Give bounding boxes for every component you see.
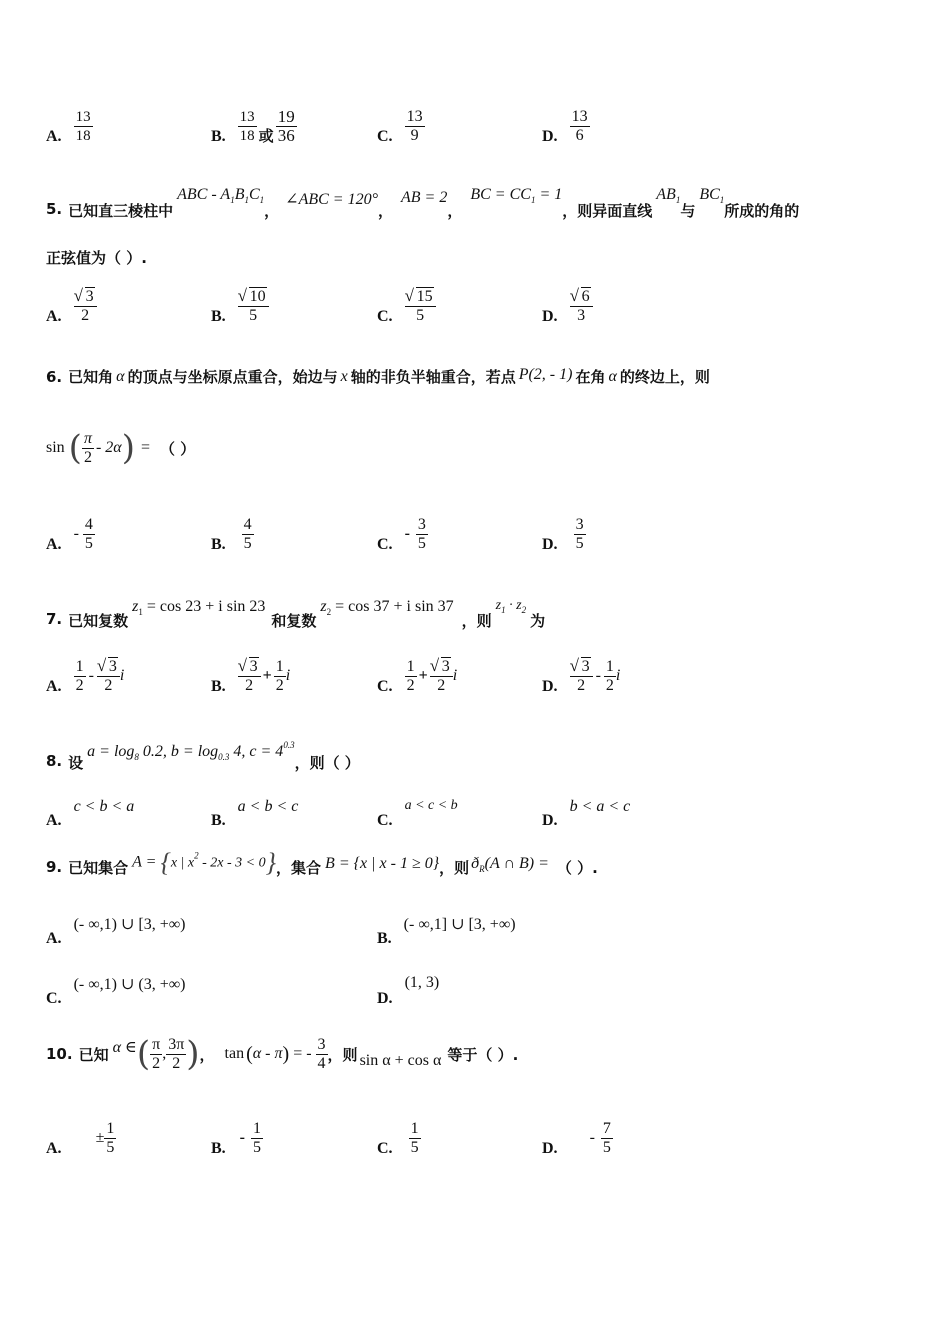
option-label: A. bbox=[46, 308, 62, 325]
fraction: $\frac{1}{5}$ bbox=[106, 1119, 115, 1156]
math-bc: BC = $CC_1 = 1$ bbox=[470, 186, 563, 205]
separator: ， bbox=[377, 202, 393, 220]
paren-right: ) bbox=[186, 1034, 200, 1074]
comma: , bbox=[162, 1045, 167, 1062]
fraction: $\frac{\pi}{2}$ bbox=[152, 1035, 161, 1072]
option-label: B. bbox=[211, 812, 226, 829]
fraction: √ $\frac{15}{5}$ bbox=[405, 288, 436, 325]
question-number: 8. bbox=[46, 752, 63, 770]
option-label: C. bbox=[46, 990, 62, 1007]
fraction: √ $\frac{3}{2}$ bbox=[570, 658, 593, 695]
fraction: $\frac{1}{2}$ bbox=[75, 657, 84, 694]
option-label: C. bbox=[377, 536, 393, 553]
question-10: 10. 已知 α ∈ ( $\frac{\pi}{2}$ , $\frac{3\pi}{2}$ ) ， tan ( α - π ) = - $\frac{3}{4}$ ，则 sin α + cos α 等于（ ）. bbox=[46, 1034, 519, 1074]
question-text: 等于（ ）. bbox=[447, 1045, 519, 1064]
fraction: $\frac{1}{5}$ bbox=[410, 1119, 419, 1156]
q5-option-c bbox=[377, 286, 436, 326]
option-label: B. bbox=[211, 1140, 226, 1157]
q10-option-a bbox=[46, 1118, 116, 1158]
question-text: 的终边上，则 bbox=[619, 368, 710, 386]
question-number: 5. bbox=[46, 200, 63, 218]
question-text: （ ）. bbox=[556, 858, 598, 877]
option-label: D. bbox=[542, 1140, 558, 1157]
operator: - bbox=[88, 667, 94, 684]
question-text: 已知复数 bbox=[68, 612, 129, 630]
math-product: $z_1 \cdot z_2$ bbox=[495, 598, 527, 615]
fraction: $\frac{1}{2}$ bbox=[406, 657, 415, 694]
imaginary-unit: i bbox=[452, 667, 458, 684]
fraction: √ $\frac{6}{3}$ bbox=[570, 288, 593, 325]
math-tan-arg: α - π bbox=[252, 1045, 283, 1062]
question-number: 10. bbox=[46, 1045, 73, 1063]
fraction: $\frac{13}{18}$ bbox=[239, 108, 255, 144]
paren-left: ( bbox=[68, 428, 82, 468]
math-eq: = bbox=[140, 439, 150, 456]
fraction: √ $\frac{3}{2}$ bbox=[74, 288, 97, 325]
imaginary-unit: i bbox=[285, 667, 291, 684]
option-label: C. bbox=[377, 1140, 393, 1157]
sign: - bbox=[73, 525, 79, 542]
math-tan: tan bbox=[224, 1045, 245, 1062]
option-label: C. bbox=[377, 128, 393, 145]
math-prism: ABC - $A_1B_1C_1$ bbox=[177, 186, 265, 205]
option-label: A. bbox=[46, 930, 62, 947]
question-5 bbox=[46, 186, 906, 268]
operator: + bbox=[262, 667, 272, 684]
sign: - bbox=[589, 1129, 595, 1146]
math-alpha-in: α ∈ bbox=[112, 1039, 137, 1056]
fraction: √ $\frac{10}{5}$ bbox=[238, 288, 269, 325]
math-ab1: $AB_1$ bbox=[656, 186, 681, 205]
fraction: $\frac{3}{5}$ bbox=[417, 515, 426, 552]
question-text: ，则 bbox=[461, 612, 492, 630]
fraction: $\frac{4}{5}$ bbox=[243, 515, 252, 552]
sign: - bbox=[404, 525, 410, 542]
fraction: $\frac{13}{9}$ bbox=[406, 107, 423, 144]
fraction: $\frac{3\pi}{2}$ bbox=[168, 1035, 185, 1072]
math-term: - 2α bbox=[95, 439, 122, 456]
q8-option-d bbox=[542, 798, 630, 830]
imaginary-unit: i bbox=[615, 667, 621, 684]
operator: - bbox=[595, 667, 601, 684]
question-text: 已知 bbox=[78, 1045, 109, 1064]
option-label: A. bbox=[46, 678, 62, 695]
fraction: $\frac{\pi}{2}$ bbox=[83, 429, 92, 466]
question-text: 和复数 bbox=[271, 612, 317, 630]
q4-option-c bbox=[377, 106, 425, 146]
or-text: 或 bbox=[258, 126, 274, 145]
q7-option-d bbox=[542, 656, 620, 696]
q9-option-c bbox=[46, 974, 185, 1008]
q8-option-b bbox=[211, 798, 298, 830]
fraction: √ $\frac{3}{2}$ bbox=[430, 658, 453, 695]
question-text: ，则 bbox=[439, 858, 470, 877]
fraction: $\frac{1}{2}$ bbox=[275, 657, 284, 694]
fraction: $\frac{4}{5}$ bbox=[84, 515, 93, 552]
option-label: D. bbox=[377, 990, 393, 1007]
math-sum: sin α + cos α bbox=[359, 1052, 442, 1069]
q5-option-d bbox=[542, 286, 593, 326]
option-expr: a < b < c bbox=[237, 798, 299, 815]
option-expr: (- ∞,1) ∪ (3, +∞) bbox=[73, 976, 186, 993]
fraction: √ $\frac{3}{2}$ bbox=[97, 658, 120, 695]
q9-option-d bbox=[377, 974, 439, 1008]
sign: - bbox=[239, 1129, 245, 1146]
separator: ， bbox=[264, 202, 280, 220]
question-text: 轴的非负半轴重合，若点 bbox=[350, 368, 516, 386]
fraction: $\frac{3}{5}$ bbox=[575, 515, 584, 552]
question-text: 已知集合 bbox=[68, 858, 129, 877]
math-alpha: α bbox=[116, 367, 125, 385]
math-complement: $ð_R(A$ ∩ B) = bbox=[471, 854, 549, 874]
question-text-line2: 正弦值为（ ）. bbox=[46, 249, 147, 267]
q4-option-b bbox=[211, 106, 297, 146]
option-label: B. bbox=[211, 536, 226, 553]
math-point: P(2, - 1) bbox=[518, 365, 573, 383]
option-label: D. bbox=[542, 678, 558, 695]
option-label: A. bbox=[46, 1140, 62, 1157]
imaginary-unit: i bbox=[119, 667, 125, 684]
question-text: ，则异面直线 bbox=[562, 202, 653, 220]
question-text: 为 bbox=[530, 612, 546, 630]
question-text: 已知角 bbox=[68, 368, 114, 386]
q4-option-a bbox=[46, 106, 93, 146]
option-label: C. bbox=[377, 678, 393, 695]
question-text: 在角 bbox=[575, 368, 606, 386]
q6-option-b bbox=[211, 514, 254, 554]
option-expr: b < a < c bbox=[569, 798, 631, 815]
q9-option-b bbox=[377, 914, 516, 948]
question-text: ，集合 bbox=[276, 858, 322, 877]
math-definitions: $a = \log_8 0.2$, $b = \log_{0.3} 4$, $c = 4^{0.3}$ bbox=[87, 740, 295, 762]
fraction: $\frac{19}{36}$ bbox=[277, 106, 295, 145]
option-expr: (- ∞,1] ∪ [3, +∞) bbox=[403, 916, 516, 933]
option-label: A. bbox=[46, 128, 62, 145]
question-text: 与 bbox=[680, 202, 696, 220]
paren-left: ( bbox=[136, 1034, 151, 1074]
operator: + bbox=[418, 667, 428, 684]
q7-option-b bbox=[211, 656, 290, 696]
question-number: 7. bbox=[46, 610, 63, 628]
fraction: $\frac{1}{2}$ bbox=[605, 657, 614, 694]
q6-option-a bbox=[46, 514, 95, 554]
question-text: 设 bbox=[68, 754, 84, 772]
math-x: x bbox=[340, 367, 348, 385]
math-alpha: α bbox=[608, 367, 617, 385]
q10-option-c bbox=[377, 1118, 421, 1158]
q10-option-b bbox=[211, 1118, 263, 1158]
math-eq: = - bbox=[293, 1045, 312, 1062]
option-expr: (1, 3) bbox=[404, 974, 440, 991]
question-9 bbox=[46, 848, 598, 878]
option-label: C. bbox=[377, 308, 393, 325]
question-text: ，则（ ） bbox=[294, 754, 360, 772]
math-angle: ∠ABC = 120° bbox=[285, 191, 378, 208]
q7-option-c bbox=[377, 656, 457, 696]
q5-option-a bbox=[46, 286, 97, 326]
option-label: B. bbox=[211, 308, 226, 325]
question-text: ，则 bbox=[327, 1045, 358, 1064]
q4-option-d bbox=[542, 106, 590, 146]
option-label: A. bbox=[46, 812, 62, 829]
math-z2: $z_2 = \cos 37 + i$ sin 37 bbox=[320, 598, 454, 617]
option-expr: a < c < b bbox=[404, 798, 458, 813]
option-label: A. bbox=[46, 536, 62, 553]
fraction: $\frac{7}{5}$ bbox=[602, 1119, 611, 1156]
q10-option-d bbox=[542, 1118, 613, 1158]
question-6 bbox=[46, 366, 710, 387]
question-text: 所成的角的 bbox=[724, 202, 800, 220]
separator: ， bbox=[199, 1045, 215, 1064]
option-label: D. bbox=[542, 536, 558, 553]
math-bc1: $BC_1$ bbox=[699, 186, 725, 205]
fraction: $\frac{3}{4}$ bbox=[317, 1035, 326, 1072]
option-label: D. bbox=[542, 812, 558, 829]
q7-option-a bbox=[46, 656, 124, 696]
option-expr: c < b < a bbox=[73, 798, 135, 815]
fraction: $\frac{13}{6}$ bbox=[571, 107, 588, 144]
separator: ， bbox=[447, 202, 463, 220]
question-number: 6. bbox=[46, 367, 63, 386]
math-sin: sin bbox=[46, 439, 65, 456]
math-set-a: A = {x | $x^2 - 2x - 3 < 0$} bbox=[132, 848, 277, 877]
fraction: $\frac{1}{5}$ bbox=[253, 1119, 261, 1156]
math-set-b: B = {x | x - 1 ≥ 0} bbox=[325, 855, 440, 872]
q8-option-c bbox=[377, 798, 458, 830]
q9-option-a bbox=[46, 914, 185, 948]
option-label: B. bbox=[211, 678, 226, 695]
paren-right: ) bbox=[121, 428, 135, 468]
option-label: C. bbox=[377, 812, 393, 829]
q8-option-a bbox=[46, 798, 134, 830]
option-label: D. bbox=[542, 128, 558, 145]
q6-expression bbox=[46, 428, 195, 468]
question-text: 已知直三棱柱中 bbox=[68, 202, 174, 220]
answer-blank: （ ） bbox=[159, 439, 196, 458]
question-text: 的顶点与坐标原点重合，始边与 bbox=[127, 368, 338, 386]
question-8 bbox=[46, 740, 360, 773]
math-z1: $z_1 = \cos 23 + i$ sin 23 bbox=[132, 598, 266, 617]
q6-option-d bbox=[542, 514, 586, 554]
q5-option-b bbox=[211, 286, 269, 326]
sign: ± bbox=[95, 1129, 105, 1146]
option-label: D. bbox=[542, 308, 558, 325]
fraction: $\frac{13}{18}$ bbox=[75, 108, 91, 144]
question-7 bbox=[46, 598, 545, 631]
math-ab: AB = 2 bbox=[401, 189, 448, 206]
option-label: B. bbox=[377, 930, 392, 947]
option-expr: (- ∞,1) ∪ [3, +∞) bbox=[73, 916, 186, 933]
fraction: √ $\frac{3}{2}$ bbox=[238, 658, 261, 695]
question-number: 9. bbox=[46, 858, 63, 876]
q6-option-c bbox=[377, 514, 428, 554]
option-label: B. bbox=[211, 128, 226, 145]
